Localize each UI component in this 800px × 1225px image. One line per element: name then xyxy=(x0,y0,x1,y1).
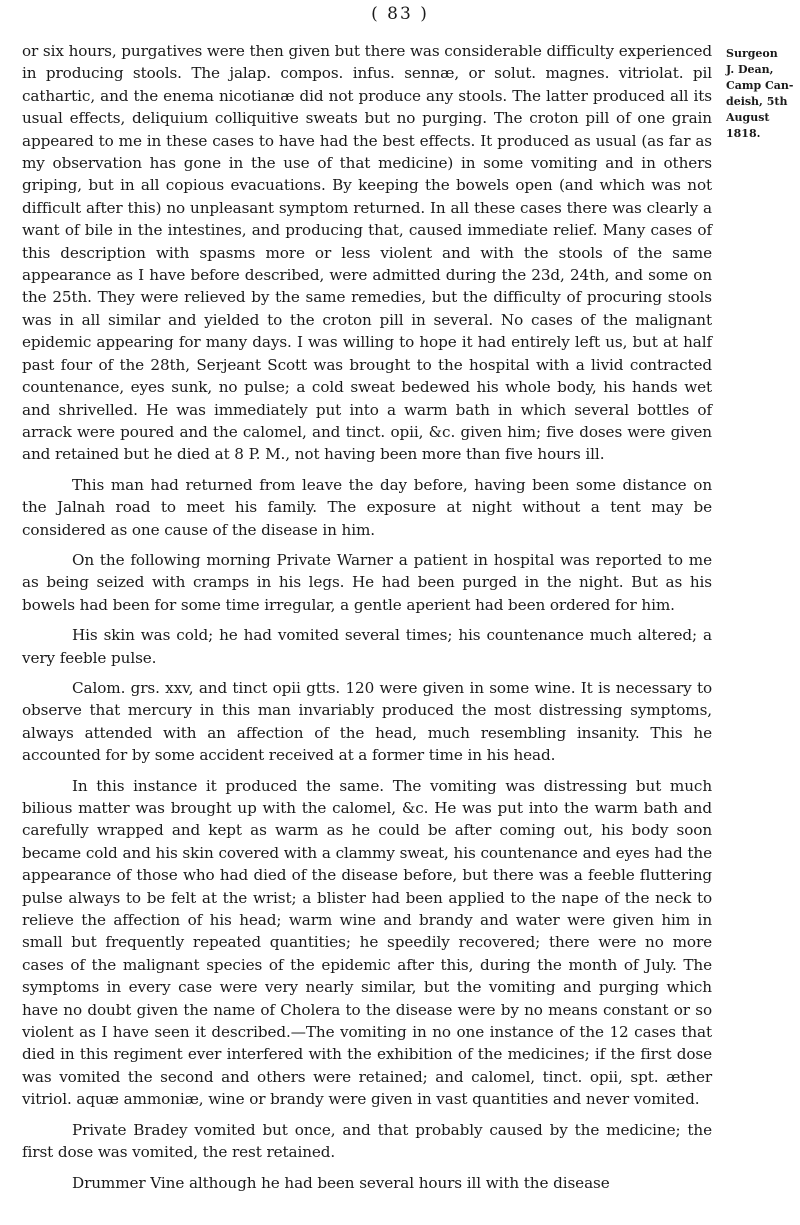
paragraph: This man had returned from leave the day before, having been some distance on the Jalnah road to meet his family. The exposure at night without a tent may be considered as one cause of the disease in him. xyxy=(22,475,712,539)
margin-note-line: deish, 5th xyxy=(726,95,788,108)
margin-note xyxy=(726,46,796,142)
margin-note-line: Camp Can- xyxy=(726,79,794,92)
margin-note-line: 1818. xyxy=(726,127,761,140)
page-number: ( 83 ) xyxy=(371,4,429,24)
margin-note-line: August xyxy=(726,111,770,124)
paragraph: His skin was cold; he had vomited several times; his countenance much altered; a very feeble pulse. xyxy=(22,626,712,667)
paragraph: or six hours, purgatives were then given but there was considerable difficulty experienced in producing stools. The jalap. compos. infus. sennæ, or solut. magnes. vitriolat. pil cathartic, and the enema nicotianæ did not produce any stools. The latter produced all its usual effects, deliquium colliquitive sweats but no purging. The croton pill of one grain appeared to me in these cases to have had the best effects. It produced as usual (as far as my observation has gone in the use of that medicine) in some vomiting and in others griping, but in all copious evacuations. By keeping the bowels open (and which was not difficult after this) no unpleasant symptom returned. In all these cases there was clearly a want of bile in the intestines, and producing that, caused immediate relief. Many cases of this description with spasms more or less violent and with the stools of the same appearance as I have before described, were admitted during the 23d, 24th, and some on the 25th. They were relieved by the same remedies, but the difficulty of procuring stools was in all similar and yielded to the croton pill in several. No cases of the malignant epidemic appearing for many days. I was willing to hope it had entirely left us, but at half past four of the 28th, Serjeant Scott was brought to the hospital with a livid contracted countenance, eyes sunk, no pulse; a cold sweat bedewed his whole body, his hands wet and shrivelled. He was immediately put into a warm bath in which several bottles of arrack were poured and the calomel, and tinct. opii, &c. given him; five doses were given and retained but he died at 8 P. M., not having been more than five hours ill. xyxy=(22,42,712,464)
paragraph: On the following morning Private Warner a patient in hospital was reported to me as being seized with cramps in his legs. He had been purged in the night. But as his bowels had been for some time irregular, a gentle aperient had been ordered for him. xyxy=(22,550,712,614)
margin-note-line: Surgeon xyxy=(726,47,778,60)
paragraph: Drummer Vine although he had been several hours ill with the disease xyxy=(72,1173,610,1192)
paragraph: Calom. grs. xxv, and tinct opii gtts. 120 were given in some wine. It is necessary to observe that mercury in this man invariably produced the most distressing symptoms, always attended with an affection of the head, much resembling insanity. This he accounted for by some accident received at a former time in his head. xyxy=(22,678,712,765)
body-text xyxy=(22,40,712,1202)
margin-note-line: J. Dean, xyxy=(726,63,774,76)
paragraph: In this instance it produced the same. The vomiting was distressing but much bilious matter was brought up with the calomel, &c. He was put into the warm bath and carefully wrapped and kept as warm as he could be after coming out, his body soon became cold and his skin covered with a clammy sweat, his countenance and eyes had the appearance of those who had died of the disease before, but there was a feeble fluttering pulse always to be felt at the wrist; a blister had been applied to the nape of the neck to relieve the affection of his head; warm wine and brandy and water were given him in small but frequently repeated quantities; he speedily recovered; there were no more cases of the malignant species of the epidemic after this, during the month of July. The symptoms in every case were very nearly similar, but the vomiting and purging which have no doubt given the name of Cholera to the disease were by no means constant or so violent as I have seen it described.—The vomiting in no one instance of the 12 cases that died in this regiment ever interfered with the exhibition of the medicines; if the first dose was vomited the second and others were retained; and calomel, tinct. opii, spt. æther vitriol. aquæ ammoniæ, wine or brandy were given in vast quantities and never vomited. xyxy=(22,776,712,1109)
paragraph: Private Bradey vomited but once, and that probably caused by the medicine; the first dose was vomited, the rest retained. xyxy=(22,1120,712,1162)
